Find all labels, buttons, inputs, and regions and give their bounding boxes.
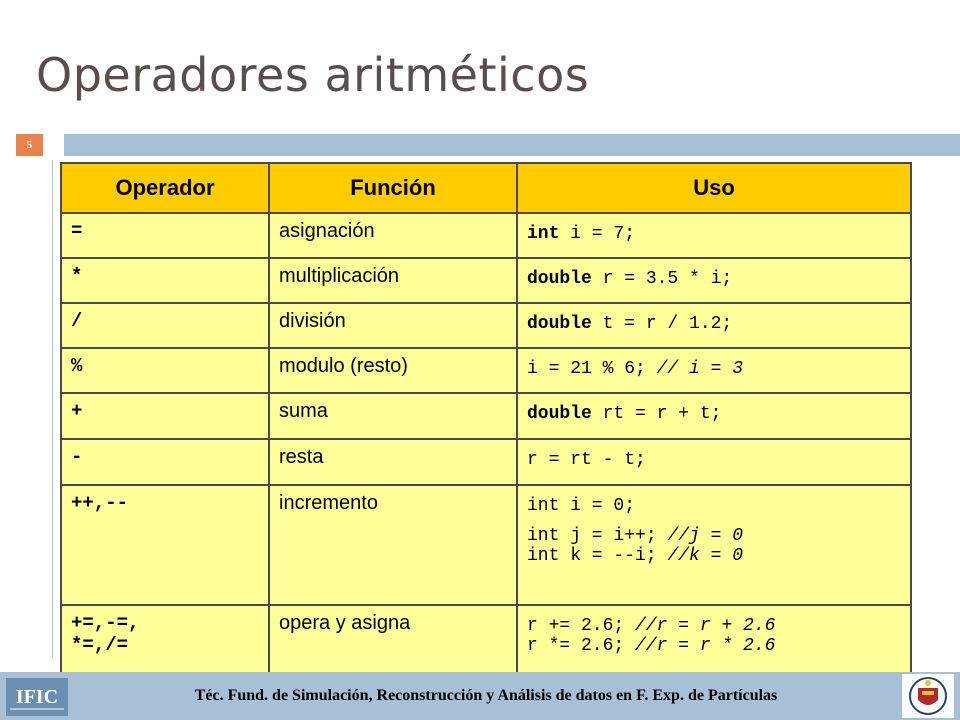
table-row [61,439,911,485]
ific-logo-icon [6,678,68,716]
code-line [527,450,901,470]
usage-cell [517,348,911,393]
code-line [527,546,901,566]
usage-cell [517,485,911,605]
header-bar [64,134,960,156]
code-keyword: int [527,224,560,244]
header-uso: Uso [517,163,911,213]
code-comment: // i = 3 [656,359,744,379]
code-text: t = r / 1.2; [591,314,733,334]
function-cell: asignación [269,213,517,258]
header-funcion: Función [269,163,517,213]
code-line [527,404,901,424]
operator-cell: +=,-=, *=,/= [61,605,269,677]
code-text: i = 21 % 6; [527,359,657,379]
operator-cell: * [61,258,269,303]
left-divider [52,160,53,658]
code-line [527,359,901,379]
code-line [527,314,901,334]
table-row [61,213,911,258]
code-text: int i = 0; [527,496,636,516]
function-cell: suma [269,393,517,439]
table-row [61,348,911,393]
table-row [61,485,911,605]
code-text: r *= 2.6; [527,636,636,656]
operator-cell: = [61,213,269,258]
footer-text: Téc. Fund. de Simulación, Reconstrucción y Análisis de datos en F. Exp. de Partículas [194,687,778,704]
code-text: i = 7; [559,224,636,244]
function-cell: opera y asigna [269,605,517,677]
operator-cell: - [61,439,269,485]
operators-table [60,162,912,678]
usage-cell [517,439,911,485]
function-cell: multiplicación [269,258,517,303]
code-comment: //r = r * 2.6 [635,636,776,656]
usage-cell [517,393,911,439]
usage-cell [517,213,911,258]
operator-cell: % [61,348,269,393]
operator-cell: ++,-- [61,485,269,605]
table-header-row [61,163,911,213]
usage-cell [517,258,911,303]
slide-title: Operadores aritméticos [36,48,590,102]
code-comment: //r = r + 2.6 [635,616,776,636]
operator-cell: + [61,393,269,439]
code-line [527,616,901,636]
code-line [527,224,901,244]
function-cell: modulo (resto) [269,348,517,393]
operator-cell: / [61,303,269,348]
code-line [527,526,901,546]
usage-cell [517,303,911,348]
function-cell: resta [269,439,517,485]
ific-logo-text: IFIC [15,686,59,708]
code-text: r = 3.5 * i; [591,269,733,289]
code-text: int j = i++; [527,526,668,546]
code-text: rt = r + t; [591,404,722,424]
code-keyword: double [527,314,592,334]
code-comment: //k = 0 [667,546,744,566]
code-keyword: double [527,404,592,424]
table-row [61,258,911,303]
table-row [61,605,911,677]
function-cell: división [269,303,517,348]
header-operador: Operador [61,163,269,213]
code-keyword: double [527,269,592,289]
page-number-badge: 5 [16,134,43,156]
code-line [527,636,901,656]
code-line [527,269,901,289]
usage-cell [517,605,911,677]
code-comment: //j = 0 [667,526,744,546]
table-row [61,393,911,439]
code-text: r = rt - t; [527,450,646,470]
table-row [61,303,911,348]
function-cell: incremento [269,485,517,605]
code-text: r += 2.6; [527,616,636,636]
university-seal-icon [902,674,954,718]
table-body [61,213,911,677]
code-text: int k = --i; [527,546,668,566]
code-line [527,496,901,516]
